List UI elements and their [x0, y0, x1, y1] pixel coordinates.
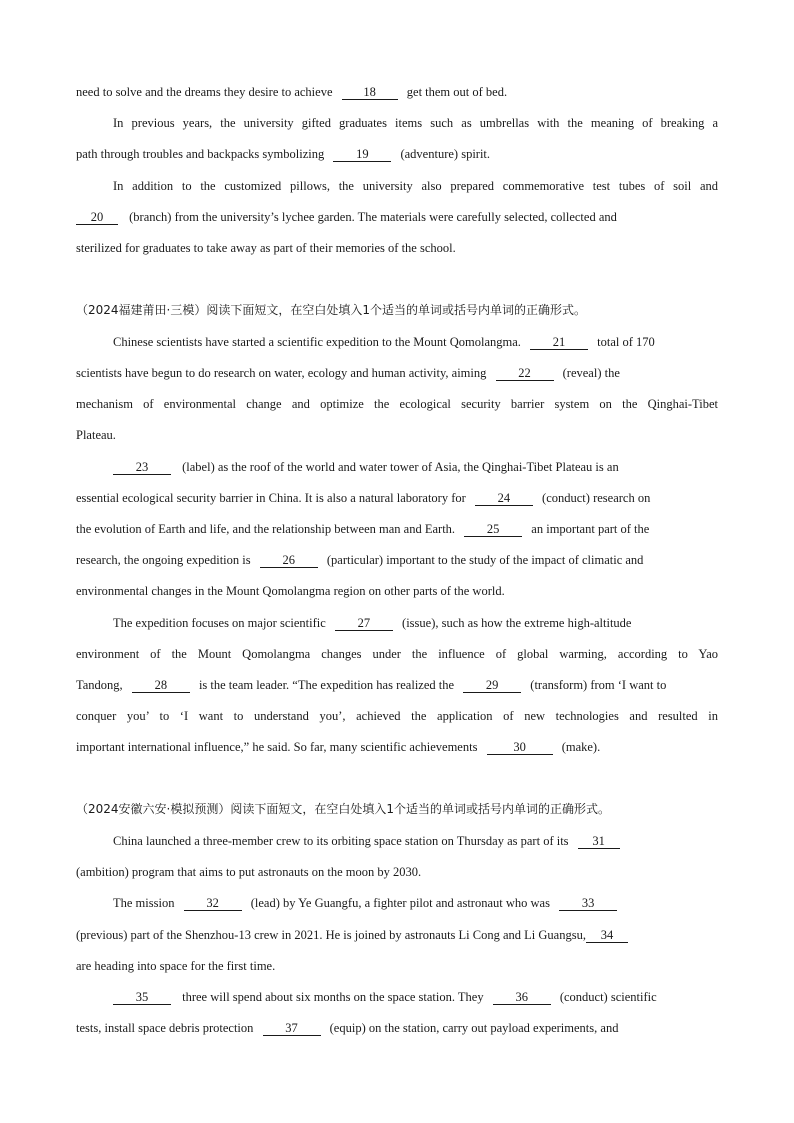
text-span: important international influence,” he said. So far, many scientific achievements — [76, 740, 478, 754]
blank-25[interactable]: 25 — [464, 523, 522, 537]
section-header-text: （2024安徽六安·模拟预测）阅读下面短文，在空白处填入1个适当的单词或括号内单词的正确形式。 — [76, 802, 610, 816]
text-line — [76, 209, 718, 225]
blank-31[interactable]: 31 — [578, 835, 620, 849]
text-line — [113, 895, 718, 911]
text-span: The mission — [113, 896, 175, 910]
text-span: (adventure) spirit. — [400, 147, 491, 161]
blank-34[interactable]: 34 — [586, 929, 628, 943]
blank-24[interactable]: 24 — [475, 492, 533, 506]
text-span: (equip) on the station, carry out payload experiments, and — [329, 1021, 619, 1035]
text-line — [76, 927, 718, 943]
blank-18[interactable]: 18 — [342, 86, 398, 100]
blank-37[interactable]: 37 — [263, 1022, 321, 1036]
section-header — [76, 801, 718, 817]
blank-33[interactable]: 33 — [559, 897, 617, 911]
blank-35[interactable]: 35 — [113, 991, 171, 1005]
text-span: (conduct) research on — [542, 491, 651, 505]
text-line: environment of the Mount Qomolangma changes under the influence of global warming, according to Yao — [76, 647, 718, 661]
section-header-text: （2024福建莆田·三模）阅读下面短文，在空白处填入1个适当的单词或括号内单词的正确形式。 — [76, 303, 586, 317]
text-span: need to solve and the dreams they desire to achieve — [76, 85, 333, 99]
text-line — [76, 739, 718, 755]
text-line — [76, 146, 718, 162]
text-span: essential ecological security barrier in China. It is also a natural laboratory for — [76, 491, 466, 505]
text-span: Chinese scientists have started a scientific expedition to the Mount Qomolangma. — [113, 335, 521, 349]
text-line — [113, 615, 718, 631]
text-line: (ambition) program that aims to put astronauts on the moon by 2030. — [76, 865, 422, 879]
blank-22[interactable]: 22 — [496, 367, 554, 381]
text-line: sterilized for graduates to take away as part of their memories of the school. — [76, 241, 456, 255]
text-line — [76, 521, 718, 537]
text-line — [113, 989, 718, 1005]
text-span: the evolution of Earth and life, and the relationship between man and Earth. — [76, 522, 456, 536]
text-span: an important part of the — [531, 522, 650, 536]
text-span: is the team leader. “The expedition has realized the — [198, 678, 455, 692]
text-span: (lead) by Ye Guangfu, a fighter pilot and astronaut who was — [250, 896, 550, 910]
text-line — [76, 84, 718, 100]
text-span: (reveal) the — [562, 366, 620, 380]
text-line: In previous years, the university gifted graduates items such as umbrellas with the meaning of breaking a — [113, 116, 718, 130]
text-span: total of 170 — [597, 335, 655, 349]
text-line — [76, 1020, 718, 1036]
text-line — [113, 833, 718, 849]
blank-21[interactable]: 21 — [530, 336, 588, 350]
text-span: (make). — [561, 740, 601, 754]
blank-29[interactable]: 29 — [463, 679, 521, 693]
text-line: are heading into space for the first time. — [76, 959, 276, 973]
blank-28[interactable]: 28 — [132, 679, 190, 693]
text-line — [76, 490, 718, 506]
text-span: China launched a three-member crew to its orbiting space station on Thursday as part of its — [113, 834, 569, 848]
text-span: get them out of bed. — [406, 85, 508, 99]
text-line — [113, 459, 718, 475]
blank-36[interactable]: 36 — [493, 991, 551, 1005]
text-span: (label) as the roof of the world and water tower of Asia, the Qinghai-Tibet Plateau is an — [182, 460, 619, 474]
text-span: (conduct) scientific — [559, 990, 657, 1004]
text-span: (particular) important to the study of the impact of climatic and — [326, 553, 644, 567]
section-header — [76, 302, 718, 318]
text-span: Tandong, — [76, 678, 123, 692]
blank-23[interactable]: 23 — [113, 461, 171, 475]
blank-20[interactable]: 20 — [76, 211, 118, 225]
text-span: The expedition focuses on major scientific — [113, 616, 326, 630]
text-line: Plateau. — [76, 428, 116, 442]
text-span: (issue), such as how the extreme high-altitude — [402, 616, 632, 630]
text-span: research, the ongoing expedition is — [76, 553, 251, 567]
blank-27[interactable]: 27 — [335, 617, 393, 631]
text-span: (transform) from ‘I want to — [530, 678, 667, 692]
text-line — [113, 334, 718, 350]
text-span: (previous) part of the Shenzhou-13 crew in 2021. He is joined by astronauts Li Cong and Li Guangsu, — [76, 928, 586, 942]
text-line — [76, 677, 718, 693]
text-line — [76, 365, 718, 381]
blank-26[interactable]: 26 — [260, 554, 318, 568]
text-line: mechanism of environmental change and optimize the ecological security barrier system on the Qinghai-Tibet — [76, 397, 718, 411]
text-line — [76, 552, 718, 568]
text-span: path through troubles and backpacks symbolizing — [76, 147, 325, 161]
text-span: three will spend about six months on the space station. They — [182, 990, 484, 1004]
blank-19[interactable]: 19 — [333, 148, 391, 162]
blank-32[interactable]: 32 — [184, 897, 242, 911]
text-line: environmental changes in the Mount Qomolangma region on other parts of the world. — [76, 584, 505, 598]
text-span: (branch) from the university’s lychee garden. The materials were carefully selected, collected and — [129, 210, 617, 224]
blank-30[interactable]: 30 — [487, 741, 553, 755]
text-span: scientists have begun to do research on water, ecology and human activity, aiming — [76, 366, 487, 380]
text-line: In addition to the customized pillows, the university also prepared commemorative test tubes of soil and — [113, 179, 718, 193]
text-span: tests, install space debris protection — [76, 1021, 254, 1035]
text-line: conquer you’ to ‘I want to understand you’, achieved the application of new technologies and resulted in — [76, 709, 718, 723]
